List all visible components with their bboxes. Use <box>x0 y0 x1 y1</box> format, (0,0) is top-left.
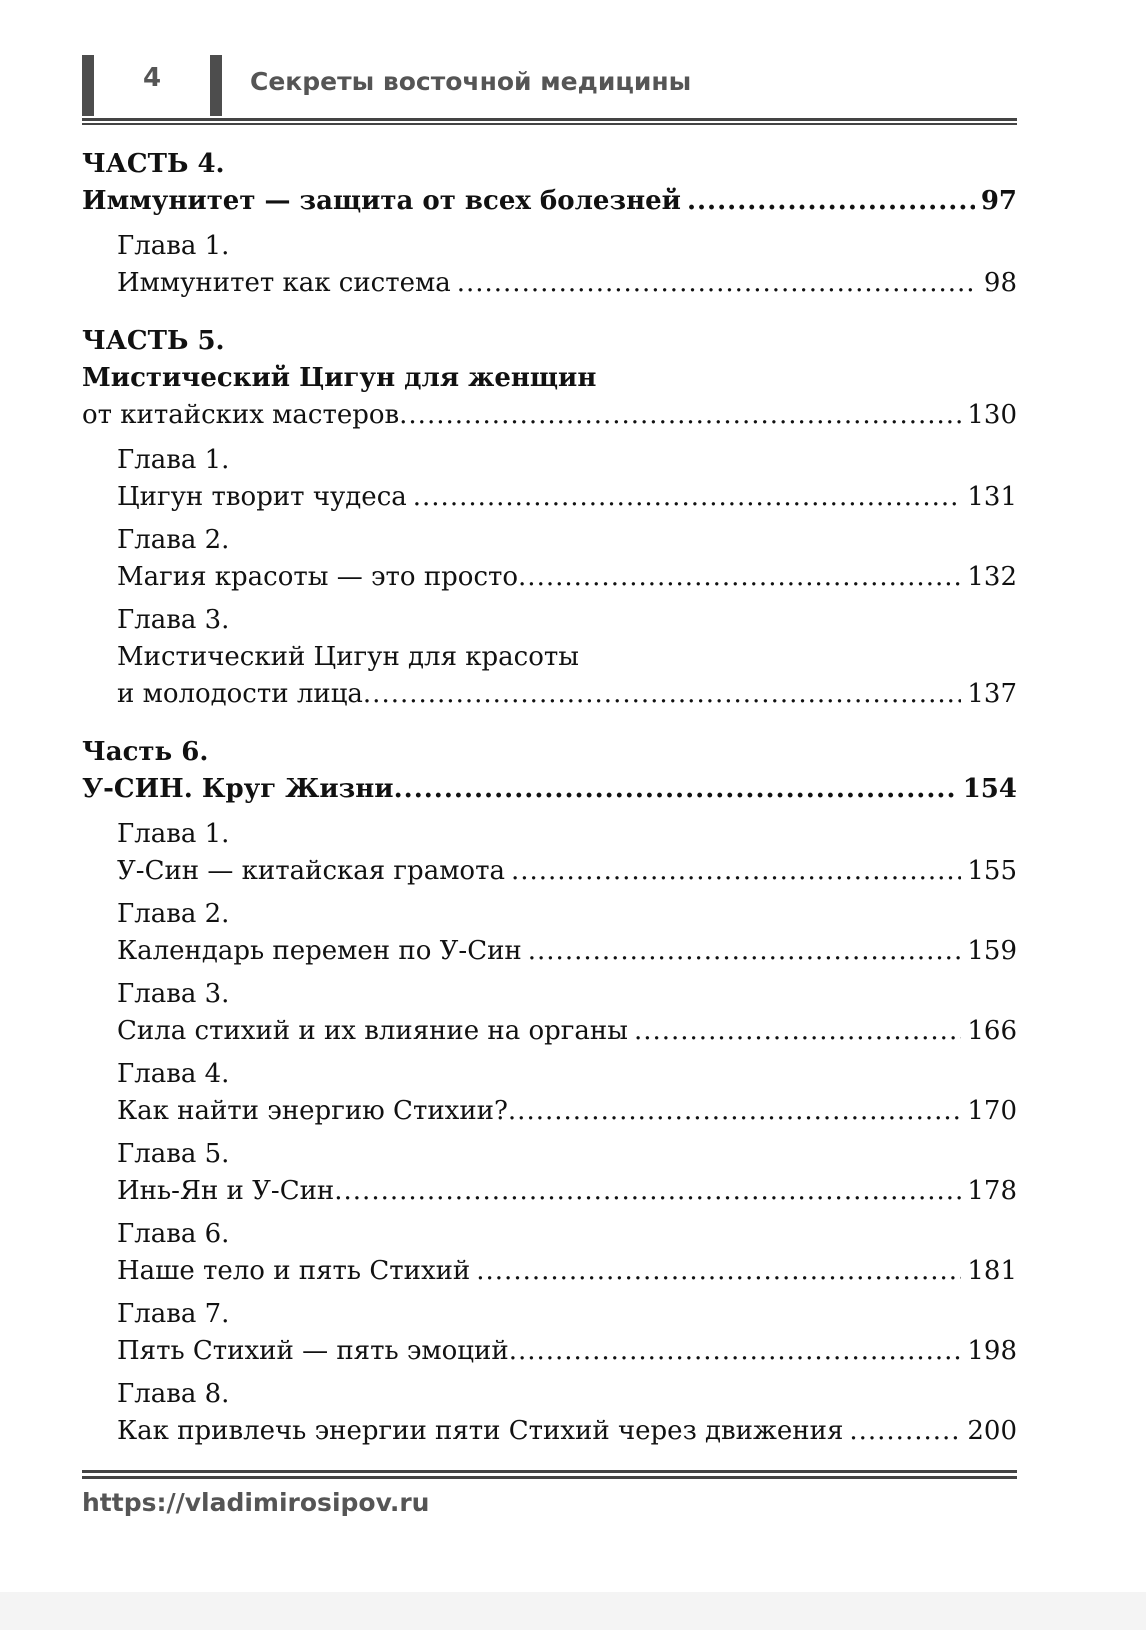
footer-rule <box>82 1470 1017 1473</box>
book-title: Секреты восточной медицины <box>250 67 692 96</box>
part-title: Мистический Цигун для женщин <box>82 363 597 393</box>
chapter-title: Цигун творит чудеса <box>117 482 407 512</box>
leader-dots <box>509 1333 962 1370</box>
toc-entry[interactable] <box>82 397 1017 434</box>
header-rule <box>82 118 1017 121</box>
chapter-title: Календарь перемен по У-Син <box>117 936 522 966</box>
page-header <box>82 55 1017 129</box>
website-url[interactable]: https://vladimirosipov.ru <box>82 1488 430 1517</box>
toc-chapter[interactable] <box>117 1376 1017 1450</box>
toc-chapter[interactable] <box>117 228 1017 302</box>
page-ref: 154 <box>962 774 1017 804</box>
toc-chapter[interactable] <box>117 1216 1017 1290</box>
leader-dots <box>413 479 962 516</box>
toc-chapter[interactable] <box>117 1136 1017 1210</box>
page-ref: 131 <box>967 482 1017 512</box>
page-ref: 166 <box>967 1016 1017 1046</box>
part-label: ЧАСТЬ 4. <box>82 149 225 179</box>
chapter-title: Наше тело и пять Стихий <box>117 1256 471 1286</box>
leader-dots <box>518 559 961 596</box>
chapter-label: Глава 2. <box>117 899 230 929</box>
header-bar-left <box>82 55 94 116</box>
toc-part-4 <box>82 146 1017 302</box>
chapter-title: Как привлечь энергии пяти Стихий через движения <box>117 1416 844 1446</box>
page-ref: 97 <box>980 186 1017 216</box>
toc-entry[interactable] <box>82 183 1017 220</box>
part-title-continued: от китайских мастеров <box>82 400 400 430</box>
page-ref: 155 <box>967 856 1017 886</box>
page-ref: 130 <box>967 400 1017 430</box>
part-title: У-СИН. Круг Жизни <box>82 774 394 804</box>
table-of-contents <box>82 146 1017 1471</box>
chapter-label: Глава 7. <box>117 1299 230 1329</box>
toc-chapter[interactable] <box>117 602 1017 713</box>
leader-dots <box>363 676 961 713</box>
leader-dots <box>457 265 978 302</box>
header-rule-thin <box>82 123 1017 125</box>
chapter-title: Как найти энергию Стихии? <box>117 1096 508 1126</box>
leader-dots <box>334 1173 961 1210</box>
chapter-label: Глава 6. <box>117 1219 230 1249</box>
chapter-label: Глава 4. <box>117 1059 230 1089</box>
chapter-label: Глава 3. <box>117 979 230 1009</box>
part-label: ЧАСТЬ 5. <box>82 326 225 356</box>
leader-dots <box>687 183 975 220</box>
page-ref: 178 <box>967 1176 1017 1206</box>
toc-chapter[interactable] <box>117 1056 1017 1130</box>
chapter-label: Глава 1. <box>117 231 230 261</box>
toc-chapter[interactable] <box>117 522 1017 596</box>
toc-entry[interactable] <box>82 771 1017 808</box>
page-ref: 98 <box>983 268 1017 298</box>
chapter-label: Глава 5. <box>117 1139 230 1169</box>
page-bottom-margin <box>0 1592 1146 1630</box>
page-ref: 181 <box>967 1256 1017 1286</box>
footer-rule-thin <box>82 1476 1017 1479</box>
chapter-title: Сила стихий и их влияние на органы <box>117 1016 628 1046</box>
chapter-title: У-Син — китайская грамота <box>117 856 505 886</box>
chapter-title: Иммунитет как система <box>117 268 451 298</box>
toc-chapter[interactable] <box>117 816 1017 890</box>
leader-dots <box>399 397 961 434</box>
toc-chapter[interactable] <box>117 896 1017 970</box>
page-number: 4 <box>142 63 162 93</box>
leader-dots <box>528 933 962 970</box>
page-ref: 132 <box>967 562 1017 592</box>
chapter-title-continued: и молодости лица <box>117 679 363 709</box>
chapter-label: Глава 1. <box>117 819 230 849</box>
chapter-title: Инь-Ян и У-Син <box>117 1176 335 1206</box>
chapter-label: Глава 8. <box>117 1379 230 1409</box>
page-ref: 137 <box>967 679 1017 709</box>
leader-dots <box>511 853 961 890</box>
part-title: Иммунитет — защита от всех болезней <box>82 186 681 216</box>
toc-part-5 <box>82 323 1017 713</box>
leader-dots <box>508 1093 961 1130</box>
page-footer <box>82 1470 1017 1550</box>
leader-dots <box>476 1253 961 1290</box>
page-ref: 198 <box>967 1336 1017 1366</box>
leader-dots <box>849 1413 961 1450</box>
leader-dots <box>634 1013 961 1050</box>
leader-dots <box>394 771 957 808</box>
chapter-title: Пять Стихий — пять эмоций <box>117 1336 509 1366</box>
toc-chapter[interactable] <box>117 442 1017 516</box>
chapter-label: Глава 1. <box>117 445 230 475</box>
page-ref: 170 <box>967 1096 1017 1126</box>
toc-chapter[interactable] <box>117 1296 1017 1370</box>
chapter-title: Мистический Цигун для красоты <box>117 642 579 672</box>
page-ref: 159 <box>967 936 1017 966</box>
page-ref: 200 <box>967 1416 1017 1446</box>
toc-part-6 <box>82 734 1017 1450</box>
header-bar-right <box>210 55 222 116</box>
toc-chapter[interactable] <box>117 976 1017 1050</box>
chapter-title: Магия красоты — это просто <box>117 562 519 592</box>
chapter-label: Глава 3. <box>117 605 230 635</box>
part-label: Часть 6. <box>82 737 209 767</box>
chapter-label: Глава 2. <box>117 525 230 555</box>
